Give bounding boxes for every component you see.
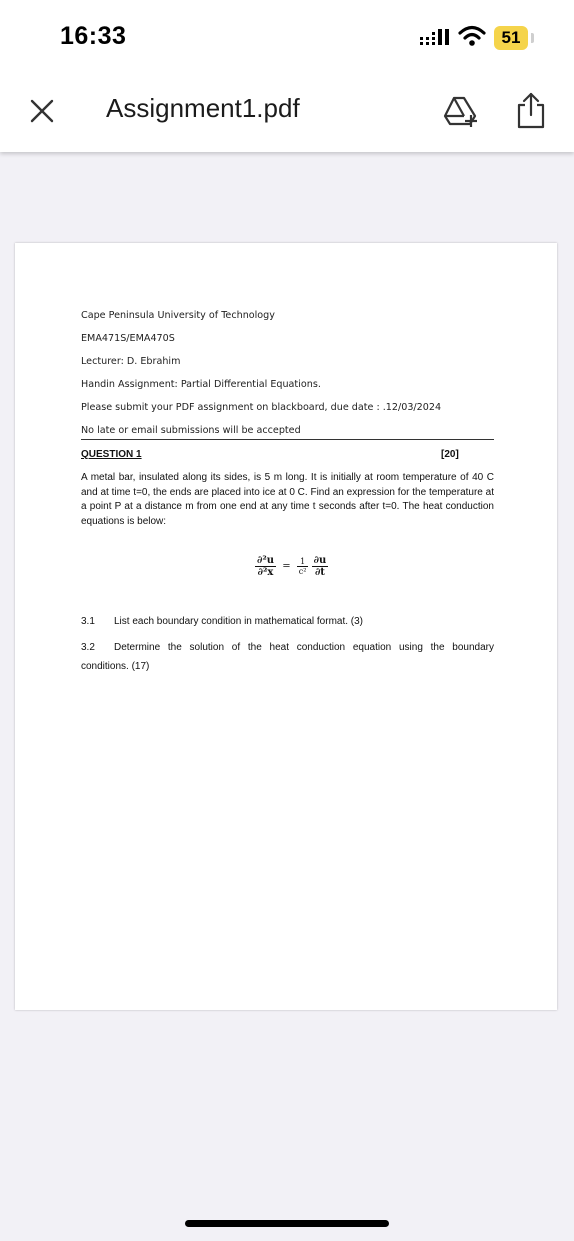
close-icon[interactable]: [28, 97, 56, 125]
document-title: Assignment1.pdf: [106, 93, 300, 123]
divider: [81, 439, 494, 440]
wifi-icon: [458, 24, 486, 48]
doc-line-university: Cape Peninsula University of Technology: [81, 310, 275, 321]
coefficient-fraction: $\frac{1}{\text{c²}}$: [298, 557, 307, 576]
add-to-drive-icon[interactable]: [442, 94, 480, 128]
lhs-fraction: $\frac{\text{∂²u}}{\text{∂²x}}$: [257, 555, 274, 578]
question-item-3-2: 3.2 Determine the solution of the heat conduction equation using the boundary conditions. (17): [81, 642, 494, 672]
question-item-3-1: 3.1 List each boundary condition in mathematical format. (3): [81, 616, 364, 627]
top-toolbar: [0, 0, 574, 152]
question-heading: QUESTION 1: [81, 449, 142, 460]
doc-line-submission: Please submit your PDF assignment on blackboard, due date : .12/03/2024: [81, 402, 442, 413]
doc-line-assignment: Handin Assignment: Partial Differential Equations.: [81, 379, 321, 390]
share-icon[interactable]: [515, 91, 547, 131]
home-indicator[interactable]: [185, 1220, 389, 1227]
heat-equation: [255, 555, 328, 578]
doc-line-course-code: EMA471S/EMA470S: [81, 333, 175, 344]
battery-indicator: 51: [494, 26, 528, 50]
rhs-fraction: $\frac{\partial u}{\partial t}$: [313, 555, 327, 578]
battery-tip: [531, 33, 534, 43]
pdf-page: [15, 243, 557, 1010]
question-paragraph: A metal bar, insulated along its sides, is 5 m long. It is initially at room temperature of 40 C and at time t=0, the ends are placed into ice at 0 C. Find an expression for the temperature at a point P at a distance m from one end at any time t seconds after t=0. The heat conduction equations is below:: [81, 472, 494, 527]
cellular-signal-icon: [420, 28, 452, 48]
question-marks: [20]: [441, 449, 459, 460]
equals-sign: =: [282, 561, 291, 572]
doc-line-late-policy: No late or email submissions will be accepted: [81, 425, 301, 436]
doc-line-lecturer: Lecturer: D. Ebrahim: [81, 356, 181, 367]
status-time: 16:33: [60, 22, 127, 50]
